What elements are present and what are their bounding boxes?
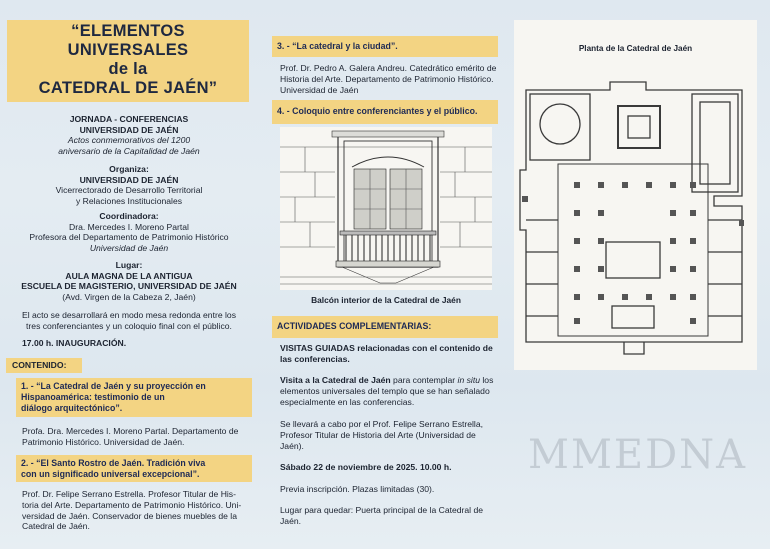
balcony-caption: Balcón interior de la Catedral de Jaén bbox=[311, 295, 461, 305]
lugar-block bbox=[0, 260, 258, 302]
organiza-line-1: Vicerrectorado de Desarrollo Territorial bbox=[55, 185, 203, 196]
talk-2-title bbox=[16, 455, 252, 482]
visita-catedral bbox=[280, 375, 508, 407]
visita-insitu: in situ bbox=[457, 375, 480, 385]
coordinadora-heading: Coordinadora: bbox=[99, 211, 159, 221]
event-line-3: Actos conmemorativos del 1200 bbox=[67, 135, 191, 146]
event-line-1: JORNADA - CONFERENCIAS bbox=[69, 114, 189, 124]
coordinadora-inst: Universidad de Jaén bbox=[89, 242, 169, 253]
talk-2-speaker-line-2: toria del Arte. Departamento de Patrimonio Histórico. Uni- bbox=[22, 499, 242, 510]
right-panel bbox=[512, 0, 770, 549]
watermark: MMEDNA bbox=[528, 432, 748, 478]
intro-line-1: El acto se desarrollará en modo mesa redonda entre los bbox=[21, 310, 236, 320]
visitas-line-1: VISITAS GUIADAS relacionadas con el contenido de bbox=[280, 343, 493, 353]
talk-2-speaker-line-4: Catedral de Jaén. bbox=[22, 521, 90, 532]
lugar-quedar bbox=[280, 505, 508, 527]
floor-plan-caption: Planta de la Catedral de Jaén bbox=[578, 44, 693, 53]
visita-bold: Visita a la Catedral de Jaén bbox=[280, 375, 391, 385]
visita-rest-1: para contemplar bbox=[390, 375, 458, 385]
visita-line-3: especialmente en las conferencias. bbox=[280, 396, 415, 407]
talk-1-speaker bbox=[22, 426, 238, 448]
talk-1-speaker-line-1: Profa. Dra. Mercedes I. Moreno Partal. Departamento de bbox=[22, 426, 239, 436]
talk-3-speaker bbox=[280, 63, 496, 95]
middle-panel bbox=[258, 0, 512, 549]
talk-2-speaker-line-1: Prof. Dr. Felipe Serrano Estrella. Profesor Titular de His- bbox=[22, 489, 236, 499]
coordinadora-name: Dra. Mercedes I. Moreno Partal bbox=[69, 221, 189, 232]
talk-2-speaker bbox=[22, 489, 241, 532]
talk-1-title-line-3: diálogo arquitectónico”. bbox=[21, 403, 123, 413]
event-block bbox=[0, 114, 258, 156]
talk-1-title bbox=[16, 378, 252, 417]
visita-fecha: Sábado 22 de noviembre de 2025. 10.00 h. bbox=[280, 462, 452, 472]
talk-3-speaker-line-2: Historia del Arte. Departamento de Patrimonio Histórico. bbox=[280, 73, 494, 84]
talk-1-title-line-1: 1. - “La Catedral de Jaén y su proyección en bbox=[21, 381, 206, 391]
lugar-heading: Lugar: bbox=[115, 260, 143, 270]
organiza-block bbox=[0, 164, 258, 206]
floor-plan-icon bbox=[514, 20, 757, 370]
talk-3-title: 3. - “La catedral y la ciudad”. bbox=[272, 36, 498, 57]
title-line-3: de la bbox=[108, 60, 148, 78]
guia-info bbox=[280, 419, 508, 451]
intro-block bbox=[0, 310, 258, 331]
visitas-guiadas bbox=[280, 343, 506, 365]
guia-line-1: Se llevará a cabo por el Prof. Felipe Serrano Estrella, bbox=[280, 419, 484, 429]
left-panel bbox=[0, 0, 258, 549]
title-line-2: UNIVERSALES bbox=[67, 41, 189, 59]
lugar-line-3: (Avd. Virgen de la Cabeza 2, Jaén) bbox=[62, 291, 196, 302]
lugar-line-1: AULA MAGNA DE LA ANTIGUA bbox=[65, 270, 193, 281]
talk-2-title-line-1: 2. - “El Santo Rostro de Jaén. Tradición viva bbox=[21, 458, 206, 468]
coordinadora-block bbox=[0, 211, 258, 253]
floor-plan-box bbox=[514, 20, 757, 370]
visita-line-2: elementos universales del templo que se han señalado bbox=[280, 385, 490, 396]
inauguracion: 17.00 h. INAUGURACIÓN. bbox=[22, 338, 127, 348]
talk-2-speaker-line-3: versidad de Jaén. Conservador de bienes muebles de la bbox=[22, 510, 237, 521]
talk-1-title-line-2: Hispanoamérica: testimonio de un bbox=[21, 392, 165, 402]
title-line-1: “ELEMENTOS bbox=[71, 22, 185, 40]
event-line-2: UNIVERSIDAD DE JAÉN bbox=[79, 124, 179, 135]
talk-1-speaker-line-2: Patrimonio Histórico. Universidad de Jaén. bbox=[22, 436, 185, 447]
guia-line-3: Jaén). bbox=[280, 440, 304, 451]
inscripcion: Previa inscripción. Plazas limitadas (30). bbox=[280, 484, 435, 494]
intro-line-2: tres conferenciantes y un coloquio final con el público. bbox=[26, 320, 232, 331]
coordinadora-role: Profesora del Departamento de Patrimonio Histórico bbox=[29, 232, 229, 243]
organiza-line-2: y Relaciones Institucionales bbox=[75, 195, 183, 206]
lugar-line-2: ESCUELA DE MAGISTERIO, UNIVERSIDAD DE JAÉN bbox=[21, 281, 237, 292]
talk-4-title: 4. - Coloquio entre conferenciantes y el público. bbox=[272, 100, 498, 124]
quedar-line-1: Lugar para quedar: Puerta principal de la Catedral de bbox=[280, 505, 484, 515]
contenido-label: CONTENIDO: bbox=[6, 358, 82, 373]
visita-line-1 bbox=[280, 375, 508, 386]
guia-line-2: Profesor Titular de Historia del Arte (Universidad de bbox=[280, 429, 476, 440]
balcony-illustration bbox=[280, 127, 492, 290]
event-line-4: aniversario de la Capitalidad de Jaén bbox=[58, 145, 200, 156]
talk-2-title-line-2: con un significado universal excepcional”. bbox=[21, 469, 200, 479]
title-box bbox=[7, 20, 249, 102]
organiza-name: UNIVERSIDAD DE JAÉN bbox=[79, 174, 179, 185]
visitas-line-2: las conferencias. bbox=[280, 353, 350, 364]
actividades-heading: ACTIVIDADES COMPLEMENTARIAS: bbox=[272, 316, 498, 338]
talk-3-speaker-line-1: Prof. Dr. Pedro A. Galera Andreu. Catedrático emérito de bbox=[280, 63, 497, 73]
quedar-line-2: Jaén. bbox=[280, 515, 302, 526]
title-line-4: CATEDRAL DE JAÉN” bbox=[38, 79, 218, 97]
visita-rest-2: los bbox=[480, 375, 494, 385]
organiza-heading: Organiza: bbox=[109, 164, 149, 174]
talk-3-speaker-line-3: Universidad de Jaén bbox=[280, 84, 359, 95]
